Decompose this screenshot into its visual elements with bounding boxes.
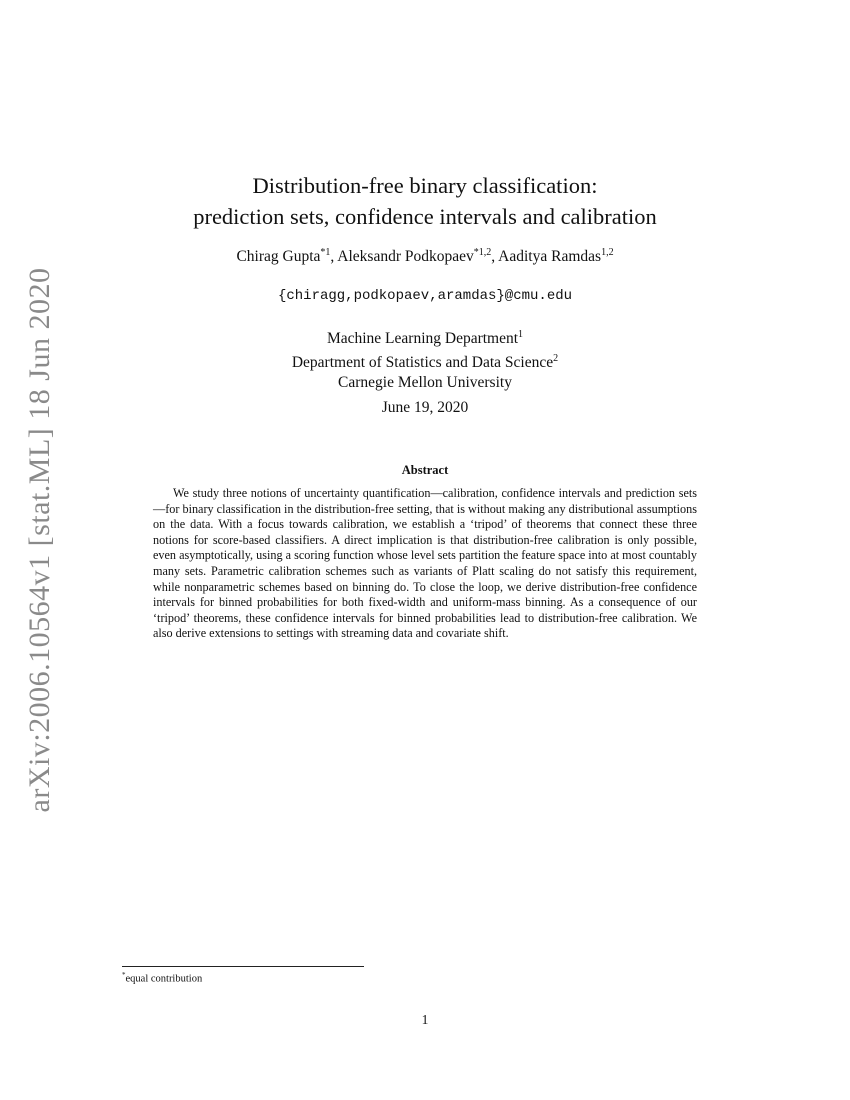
footnote-divider: [122, 966, 364, 967]
author-name: Chirag Gupta: [236, 248, 321, 266]
publication-date: June 19, 2020: [381, 399, 469, 416]
title-line-1: Distribution-free binary classification:: [252, 173, 598, 198]
arxiv-identifier-stamp: arXiv:2006.10564v1 [stat.ML] 18 Jun 2020: [23, 267, 56, 813]
author-affiliation-mark: *1,2: [473, 247, 492, 258]
footnote-mark: *: [122, 971, 126, 979]
affiliations: [0, 325, 850, 393]
abstract-body: We study three notions of uncertainty quantification—calibration, confidence intervals and prediction sets—for binary classification in the distribution-free setting, that is without making any distributional assumptions on the data. With a focus towards calibration, we establish a ‘tripod’ of theorems that connect these three notions for score-based classifiers. A direct implication is that distribution-free calibration is only possible, even asymptotically, using a scoring function whose level sets partition the feature space into at most countably many sets. Parametric calibration schemes such as variants of Platt scaling do not satisfy this requirement, while nonparametric schemes based on binning do. To close the loop, we derive distribution-free confidence intervals for binned probabilities for both fixed-width and uniform-mass binning. As a consequence of our ‘tripod’ theorems, these confidence intervals for binned probabilities lead to distribution-free calibration. We also derive extensions to settings with streaming data and covariate shift.: [153, 486, 697, 641]
author-name: Aleksandr Podkopaev: [337, 248, 474, 266]
page-number: 1: [421, 1012, 429, 1027]
footnote-text: equal contribution: [125, 973, 203, 985]
author-affiliation-mark: 1,2: [601, 247, 614, 258]
footnote: [122, 971, 202, 985]
author-affiliation-mark: *1: [320, 247, 331, 258]
abstract-heading: Abstract: [401, 463, 449, 477]
paper-title: [0, 170, 850, 232]
author-email: {chiragg,podkopaev,aramdas}@cmu.edu: [277, 288, 573, 304]
title-line-2: prediction sets, confidence intervals and calibration: [193, 204, 657, 229]
affiliation-line: Machine Learning Department$^1$: [326, 329, 524, 348]
affiliation-line: Carnegie Mellon University: [338, 374, 512, 392]
author-list: Chirag Gupta$^{*1}$, Aleksandr Podkopaev$^{*1,2}$, Aaditya Ramdas$^{1,2}$: [236, 247, 614, 266]
author-name: Aaditya Ramdas: [498, 248, 602, 266]
affiliation-line: Department of Statistics and Data Science$^2$: [291, 353, 559, 372]
